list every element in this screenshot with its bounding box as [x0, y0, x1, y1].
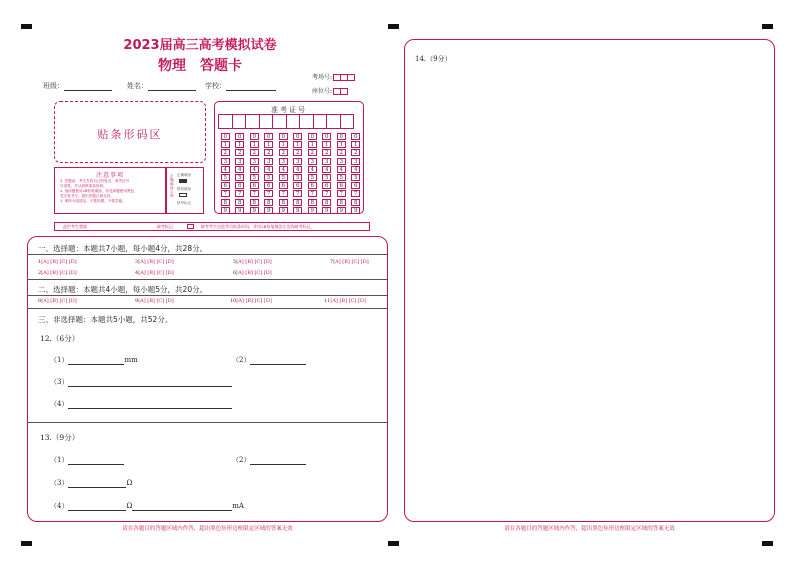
exam-number-bubble-digit: 1	[221, 141, 230, 148]
exam-number-bubble[interactable]	[233, 166, 248, 174]
q13-blank-4[interactable]: （4） Ω mA	[50, 502, 244, 510]
exam-number-cell[interactable]	[218, 114, 233, 129]
q12-blank-1[interactable]: （1） mm	[50, 356, 138, 364]
exam-number-bubble-digit: 6	[221, 182, 230, 189]
exam-number-bubble-digit: 7	[221, 190, 230, 197]
exam-number-bubble[interactable]	[247, 199, 262, 207]
exam-number-bubble-digit: 1	[308, 141, 317, 148]
exam-number-bubble-digit: 4	[279, 166, 288, 173]
exam-number-bubble[interactable]	[276, 158, 291, 166]
exam-number-bubble-digit: 2	[337, 149, 346, 156]
notes-line: 2. 选择题使用2B铅笔填涂，非选择题使用黑色	[60, 189, 135, 193]
exam-number-bubble[interactable]	[320, 207, 335, 215]
exam-number-bubble-digit: 7	[279, 190, 288, 197]
exam-number-bubble-digit: 0	[293, 133, 302, 140]
exam-number-bubble-digit: 2	[264, 149, 273, 156]
exam-number-digit-row	[218, 141, 363, 149]
exam-number-bubble-digit: 7	[264, 190, 273, 197]
exam-number-bubble[interactable]	[276, 207, 291, 215]
notes-line: 写清楚，并认真核准条形码。	[60, 184, 107, 188]
exam-number-bubble-digit: 0	[322, 133, 331, 140]
mc-question-2[interactable]: 2[A] [B] [C] [D]	[38, 270, 77, 276]
exam-number-bubble[interactable]	[334, 199, 349, 207]
exam-number-bubble-digit: 9	[308, 207, 317, 214]
exam-number-bubble[interactable]	[349, 207, 364, 215]
exam-number-bubble-digit: 1	[293, 141, 302, 148]
exam-number-bubble[interactable]	[305, 174, 320, 182]
exam-number-bubble[interactable]	[334, 149, 349, 157]
mc-question-5[interactable]: 5[A] [B] [C] [D]	[233, 259, 272, 265]
exam-number-bubble[interactable]	[247, 166, 262, 174]
exam-number-bubble[interactable]	[276, 199, 291, 207]
exam-number-bubble-digit: 4	[351, 166, 360, 173]
exam-number-bubble[interactable]	[218, 207, 233, 215]
q12-blank-4[interactable]: （4）	[50, 399, 232, 409]
exam-number-cell[interactable]	[245, 114, 260, 129]
exam-number-bubble[interactable]	[334, 141, 349, 149]
barcode-label: 贴条形码区	[97, 128, 163, 141]
q13-blank-3[interactable]: （3） Ω	[50, 479, 133, 487]
exam-number-bubble[interactable]	[291, 149, 306, 157]
exam-number-bubble-digit: 7	[337, 190, 346, 197]
exam-number-cell[interactable]	[313, 114, 328, 129]
exam-number-digit-row	[218, 166, 363, 174]
exam-number-bubble-digit: 1	[351, 141, 360, 148]
section2-heading: 二、选择题：本题共4小题，每小题5分，共20分。	[38, 285, 208, 294]
exam-number-digit-row	[218, 133, 363, 141]
exam-number-bubble[interactable]	[305, 190, 320, 198]
room-label: 考场号:	[312, 74, 333, 81]
school-field[interactable]	[205, 81, 276, 91]
exam-number-bubble-digit: 4	[308, 166, 317, 173]
exam-number-bubble[interactable]	[320, 190, 335, 198]
exam-number-bubble-digit: 4	[264, 166, 273, 173]
q14-label: 14.（9分）	[415, 55, 452, 63]
absent-note: 缺考考生由监考员贴条形码，并用2B铅笔填涂左边的缺考标记。	[201, 224, 315, 229]
exam-number-bubble[interactable]	[320, 166, 335, 174]
exam-number-bubble[interactable]	[276, 149, 291, 157]
exam-number-bubble-digit: 3	[337, 158, 346, 165]
exam-number-bubble-digit: 1	[322, 141, 331, 148]
exam-number-bubble-grid	[218, 133, 363, 215]
barcode-area	[54, 101, 206, 163]
exam-number-bubble-digit: 5	[221, 174, 230, 181]
exam-number-bubble[interactable]	[276, 174, 291, 182]
exam-number-bubble[interactable]	[262, 199, 277, 207]
exam-number-bubble-digit: 0	[308, 133, 317, 140]
exam-number-bubble-digit: 0	[235, 133, 244, 140]
sample-absent: 缺考标记	[177, 201, 191, 205]
exam-number-bubble-digit: 3	[351, 158, 360, 165]
exam-number-bubble[interactable]	[291, 174, 306, 182]
exam-number-digit-row	[218, 149, 363, 157]
exam-number-bubble-digit: 4	[235, 166, 244, 173]
exam-number-digit-row	[218, 174, 363, 182]
seat-label: 座位号:	[312, 88, 333, 95]
exam-number-bubble-digit: 1	[264, 141, 273, 148]
exam-number-bubble-digit: 5	[293, 174, 302, 181]
mc-question-11[interactable]: 11[A] [B] [C] [D]	[324, 298, 366, 304]
exam-number-bubble-digit: 6	[337, 182, 346, 189]
exam-number-bubble-digit: 8	[293, 199, 302, 206]
exam-number-bubble[interactable]	[291, 166, 306, 174]
registration-mark	[762, 24, 773, 29]
exam-number-bubble[interactable]	[233, 190, 248, 198]
exam-number-bubble-digit: 0	[337, 133, 346, 140]
exam-number-bubble-digit: 4	[250, 166, 259, 173]
school-label: 学校：	[205, 82, 226, 90]
exam-number-bubble[interactable]	[276, 141, 291, 149]
mc-question-1[interactable]: 1[A] [B] [C] [D]	[38, 259, 77, 265]
exam-number-bubble-digit: 7	[250, 190, 259, 197]
left-footer-note: 请在各题目的答题区域内作答，超出黑色矩形边框限定区域的答案无效	[122, 526, 293, 532]
exam-number-bubble[interactable]	[276, 133, 291, 141]
q12-blank-3[interactable]: （3）	[50, 377, 232, 387]
exam-number-bubble[interactable]	[218, 199, 233, 207]
exam-number-bubble[interactable]	[218, 141, 233, 149]
exam-number-bubble[interactable]	[262, 190, 277, 198]
exam-number-bubble-digit: 0	[264, 133, 273, 140]
exam-number-bubble[interactable]	[233, 149, 248, 157]
exam-number-bubble[interactable]	[233, 133, 248, 141]
exam-number-bubble-digit: 2	[235, 149, 244, 156]
exam-number-bubble-digit: 0	[221, 133, 230, 140]
exam-number-bubble-digit: 7	[235, 190, 244, 197]
exam-number-bubble-digit: 9	[337, 207, 346, 214]
exam-number-bubble-digit: 2	[293, 149, 302, 156]
sample-wrong: 错误填涂	[177, 187, 191, 191]
exam-number-bubble[interactable]	[247, 182, 262, 190]
absent-mark-box[interactable]	[187, 224, 194, 229]
exam-number-bubble[interactable]	[334, 158, 349, 166]
notes-title: 注意事项	[95, 172, 124, 179]
registration-mark	[21, 24, 32, 29]
exam-number-bubble[interactable]	[349, 141, 364, 149]
exam-number-bubble[interactable]	[349, 149, 364, 157]
exam-number-bubble-digit: 3	[308, 158, 317, 165]
exam-number-bubble-digit: 1	[250, 141, 259, 148]
exam-number-bubble[interactable]	[218, 133, 233, 141]
exam-number-bubble[interactable]	[320, 158, 335, 166]
exam-number-cell[interactable]	[326, 114, 341, 129]
exam-number-bubble-digit: 7	[351, 190, 360, 197]
sample-vertical-label: 正确填涂示例	[170, 174, 174, 198]
exam-number-bubble-digit: 2	[279, 149, 288, 156]
exam-number-cell[interactable]	[299, 114, 314, 129]
exam-number-bubble[interactable]	[291, 199, 306, 207]
right-footer-note: 请在各题目的答题区域内作答，超出黑色矩形边框限定区域的答案无效	[504, 526, 675, 532]
exam-number-cell[interactable]	[286, 114, 301, 129]
exam-number-bubble-digit: 1	[235, 141, 244, 148]
exam-number-bubble[interactable]	[334, 207, 349, 215]
exam-number-bubble-digit: 6	[293, 182, 302, 189]
exam-number-bubble[interactable]	[262, 174, 277, 182]
registration-mark	[21, 541, 32, 546]
exam-number-cell[interactable]	[272, 114, 287, 129]
exam-number-bubble-digit: 2	[351, 149, 360, 156]
exam-number-bubble[interactable]	[247, 141, 262, 149]
exam-number-bubble[interactable]	[247, 174, 262, 182]
exam-number-bubble[interactable]	[262, 149, 277, 157]
exam-number-bubble[interactable]	[233, 199, 248, 207]
exam-number-bubble-digit: 9	[250, 207, 259, 214]
exam-number-bubble-digit: 8	[264, 199, 273, 206]
answer-panel-right[interactable]	[404, 39, 775, 522]
registration-mark	[388, 541, 399, 546]
exam-number-bubble[interactable]	[349, 182, 364, 190]
exam-number-digit-row	[218, 182, 363, 190]
exam-number-bubble-digit: 5	[322, 174, 331, 181]
exam-number-bubble[interactable]	[349, 166, 364, 174]
exam-number-bubble-digit: 3	[322, 158, 331, 165]
exam-number-bubble[interactable]	[247, 207, 262, 215]
exam-number-bubble[interactable]	[305, 182, 320, 190]
exam-number-bubble-digit: 7	[308, 190, 317, 197]
absent-strip	[54, 222, 370, 231]
name-label: 姓名：	[127, 82, 148, 90]
class-field[interactable]	[43, 81, 112, 91]
exam-number-bubble[interactable]	[349, 174, 364, 182]
exam-number-bubble-digit: 3	[264, 158, 273, 165]
exam-number-bubble-digit: 2	[308, 149, 317, 156]
exam-number-bubble-digit: 5	[308, 174, 317, 181]
exam-number-bubble[interactable]	[233, 207, 248, 215]
exam-number-bubble[interactable]	[349, 133, 364, 141]
exam-number-bubble-digit: 3	[235, 158, 244, 165]
exam-number-bubble-digit: 3	[250, 158, 259, 165]
mc-question-8[interactable]: 8[A] [B] [C] [D]	[38, 298, 77, 304]
exam-number-digit-row	[218, 190, 363, 198]
exam-number-bubble-digit: 6	[279, 182, 288, 189]
exam-number-bubble[interactable]	[276, 190, 291, 198]
exam-number-bubble-digit: 4	[337, 166, 346, 173]
exam-number-bubble[interactable]	[233, 141, 248, 149]
sheet-title: 2023届高三高考模拟试卷	[123, 38, 277, 53]
exam-number-bubble-digit: 6	[250, 182, 259, 189]
exam-number-bubble[interactable]	[291, 190, 306, 198]
exam-number-bubble-digit: 0	[279, 133, 288, 140]
exam-number-bubble[interactable]	[218, 174, 233, 182]
exam-number-bubble[interactable]	[218, 190, 233, 198]
exam-number-bubble-digit: 8	[322, 199, 331, 206]
exam-number-bubble-digit: 9	[351, 207, 360, 214]
exam-number-bubble-digit: 2	[322, 149, 331, 156]
exam-number-bubble[interactable]	[247, 158, 262, 166]
exam-number-bubble[interactable]	[334, 133, 349, 141]
exam-number-bubble[interactable]	[276, 166, 291, 174]
exam-number-bubble-digit: 4	[322, 166, 331, 173]
exam-number-bubble[interactable]	[262, 182, 277, 190]
exam-number-bubble-digit: 5	[279, 174, 288, 181]
exam-number-bubble[interactable]	[262, 166, 277, 174]
exam-number-digit-row	[218, 207, 363, 215]
exam-number-bubble-digit: 8	[351, 199, 360, 206]
exam-number-bubble[interactable]	[320, 133, 335, 141]
sample-filled-mark	[179, 179, 187, 183]
exam-number-bubble-digit: 6	[308, 182, 317, 189]
exam-number-cell[interactable]	[340, 114, 355, 129]
exam-number-bubble[interactable]	[218, 158, 233, 166]
notes-line: 1. 答题前，考生先将自己的姓名、准考证号	[60, 179, 130, 183]
exam-number-bubble-digit: 1	[279, 141, 288, 148]
exam-number-bubble[interactable]	[291, 158, 306, 166]
exam-number-bubble[interactable]	[262, 158, 277, 166]
exam-number-bubble[interactable]	[262, 141, 277, 149]
exam-number-cell[interactable]	[259, 114, 274, 129]
exam-number-bubble[interactable]	[305, 149, 320, 157]
exam-number-bubble[interactable]	[262, 207, 277, 215]
registration-mark	[762, 541, 773, 546]
exam-number-bubble-digit: 5	[235, 174, 244, 181]
fill-sample-box	[166, 167, 204, 214]
exam-number-bubble[interactable]	[291, 207, 306, 215]
sample-correct: 正确填涂	[177, 173, 191, 177]
exam-number-bubble[interactable]	[334, 166, 349, 174]
exam-number-bubble-digit: 6	[351, 182, 360, 189]
mc-question-9[interactable]: 9[A] [B] [C] [D]	[135, 298, 174, 304]
q12-blank-2[interactable]: （2）	[232, 355, 306, 365]
exam-number-bubble[interactable]	[349, 158, 364, 166]
sheet-subtitle: 物理 答题卡	[158, 58, 242, 74]
name-field[interactable]	[127, 81, 196, 91]
notes-line: 3. 保持卡面清洁，不要折叠，不要弄破。	[60, 199, 126, 203]
exam-number-bubble-digit: 6	[264, 182, 273, 189]
exam-number-bubble-digit: 0	[351, 133, 360, 140]
exam-number-bubble[interactable]	[276, 182, 291, 190]
exam-number-bubble[interactable]	[218, 149, 233, 157]
exam-number-bubble[interactable]	[247, 133, 262, 141]
registration-mark	[388, 24, 399, 29]
exam-number-bubble-digit: 9	[264, 207, 273, 214]
mc-question-6[interactable]: 6[A] [B] [C] [D]	[233, 270, 272, 276]
exam-number-bubble[interactable]	[233, 182, 248, 190]
exam-number-bubble-digit: 4	[293, 166, 302, 173]
exam-number-bubble-digit: 6	[235, 182, 244, 189]
answer-panel-left	[27, 236, 388, 522]
absent-strip-label: 此栏考生禁填	[63, 224, 87, 229]
exam-number-bubble[interactable]	[305, 166, 320, 174]
mc-question-7[interactable]: 7[A] [B] [C] [D]	[330, 259, 369, 265]
exam-number-bubble-digit: 8	[279, 199, 288, 206]
exam-number-bubble[interactable]	[305, 207, 320, 215]
absent-mark-label: 缺考标记	[157, 224, 173, 229]
exam-number-bubble[interactable]	[233, 158, 248, 166]
exam-number-bubble-digit: 9	[293, 207, 302, 214]
exam-number-bubble[interactable]	[218, 166, 233, 174]
class-label: 班级：	[43, 82, 64, 90]
exam-number-bubble-digit: 8	[221, 199, 230, 206]
exam-number-bubble-digit: 8	[235, 199, 244, 206]
exam-number-bubble-digit: 3	[293, 158, 302, 165]
exam-number-bubble-digit: 9	[235, 207, 244, 214]
exam-number-bubble-digit: 4	[221, 166, 230, 173]
exam-number-bubble[interactable]	[320, 141, 335, 149]
mc-question-3[interactable]: 3[A] [B] [C] [D]	[135, 259, 174, 265]
exam-number-bubble[interactable]	[305, 158, 320, 166]
exam-number-cell[interactable]	[232, 114, 247, 129]
exam-number-bubble-digit: 1	[337, 141, 346, 148]
exam-number-bubble-digit: 5	[264, 174, 273, 181]
notes-line: 签字笔书写，超出答题区域无效。	[60, 194, 114, 198]
exam-number-bubble[interactable]	[291, 182, 306, 190]
section1-heading: 一、选择题：本题共7小题，每小题4分，共28分。	[38, 244, 208, 253]
sample-wrong-mark	[179, 193, 187, 197]
exam-number-bubble[interactable]	[334, 174, 349, 182]
exam-number-bubble-digit: 5	[351, 174, 360, 181]
exam-number-bubble-digit: 6	[322, 182, 331, 189]
exam-number-bubble[interactable]	[320, 174, 335, 182]
exam-number-bubble[interactable]	[305, 141, 320, 149]
exam-number-bubble-digit: 5	[337, 174, 346, 181]
exam-number-bubble[interactable]	[218, 182, 233, 190]
mc-question-4[interactable]: 4[A] [B] [C] [D]	[135, 270, 174, 276]
q13-blank-1[interactable]: （1）	[50, 455, 124, 465]
exam-number-digit-row	[218, 199, 363, 207]
exam-number-bubble-digit: 8	[250, 199, 259, 206]
exam-number-bubble[interactable]	[349, 199, 364, 207]
q13-blank-2[interactable]: （2）	[232, 455, 306, 465]
exam-number-bubble-digit: 9	[322, 207, 331, 214]
exam-number-bubble-digit: 7	[322, 190, 331, 197]
exam-number-digit-row	[218, 158, 363, 166]
exam-number-bubble-digit: 3	[221, 158, 230, 165]
mc-question-10[interactable]: 10[A] [B] [C] [D]	[230, 298, 272, 304]
exam-number-write-row	[218, 114, 353, 129]
exam-number-bubble[interactable]	[349, 190, 364, 198]
exam-number-bubble-digit: 5	[250, 174, 259, 181]
notes-box	[54, 167, 166, 214]
exam-number-bubble[interactable]	[291, 141, 306, 149]
exam-number-bubble[interactable]	[233, 174, 248, 182]
q13-label: 13.（9分）	[40, 433, 80, 442]
exam-number-bubble-digit: 2	[221, 149, 230, 156]
exam-number-bubble[interactable]	[320, 182, 335, 190]
exam-number-bubble[interactable]	[305, 199, 320, 207]
exam-number-bubble[interactable]	[247, 190, 262, 198]
room-number-field[interactable]	[312, 72, 355, 81]
exam-number-bubble-digit: 8	[308, 199, 317, 206]
exam-number-bubble-digit: 9	[279, 207, 288, 214]
exam-number-bubble-digit: 0	[250, 133, 259, 140]
exam-number-bubble[interactable]	[334, 190, 349, 198]
exam-number-bubble[interactable]	[305, 133, 320, 141]
exam-number-bubble-digit: 8	[337, 199, 346, 206]
exam-number-bubble[interactable]	[291, 133, 306, 141]
seat-number-field[interactable]	[312, 86, 348, 95]
exam-number-title: 准考证号	[271, 106, 307, 114]
exam-number-bubble-digit: 2	[250, 149, 259, 156]
exam-number-bubble-digit: 3	[279, 158, 288, 165]
exam-number-bubble[interactable]	[247, 149, 262, 157]
exam-number-bubble-digit: 9	[221, 207, 230, 214]
exam-number-bubble[interactable]	[320, 199, 335, 207]
exam-number-bubble[interactable]	[334, 182, 349, 190]
exam-number-bubble-digit: 7	[293, 190, 302, 197]
q12-label: 12.（6分）	[40, 334, 80, 343]
exam-number-bubble[interactable]	[320, 149, 335, 157]
exam-number-bubble[interactable]	[262, 133, 277, 141]
section3-heading: 三、非选择题：本题共5小题，共52分。	[38, 315, 173, 324]
